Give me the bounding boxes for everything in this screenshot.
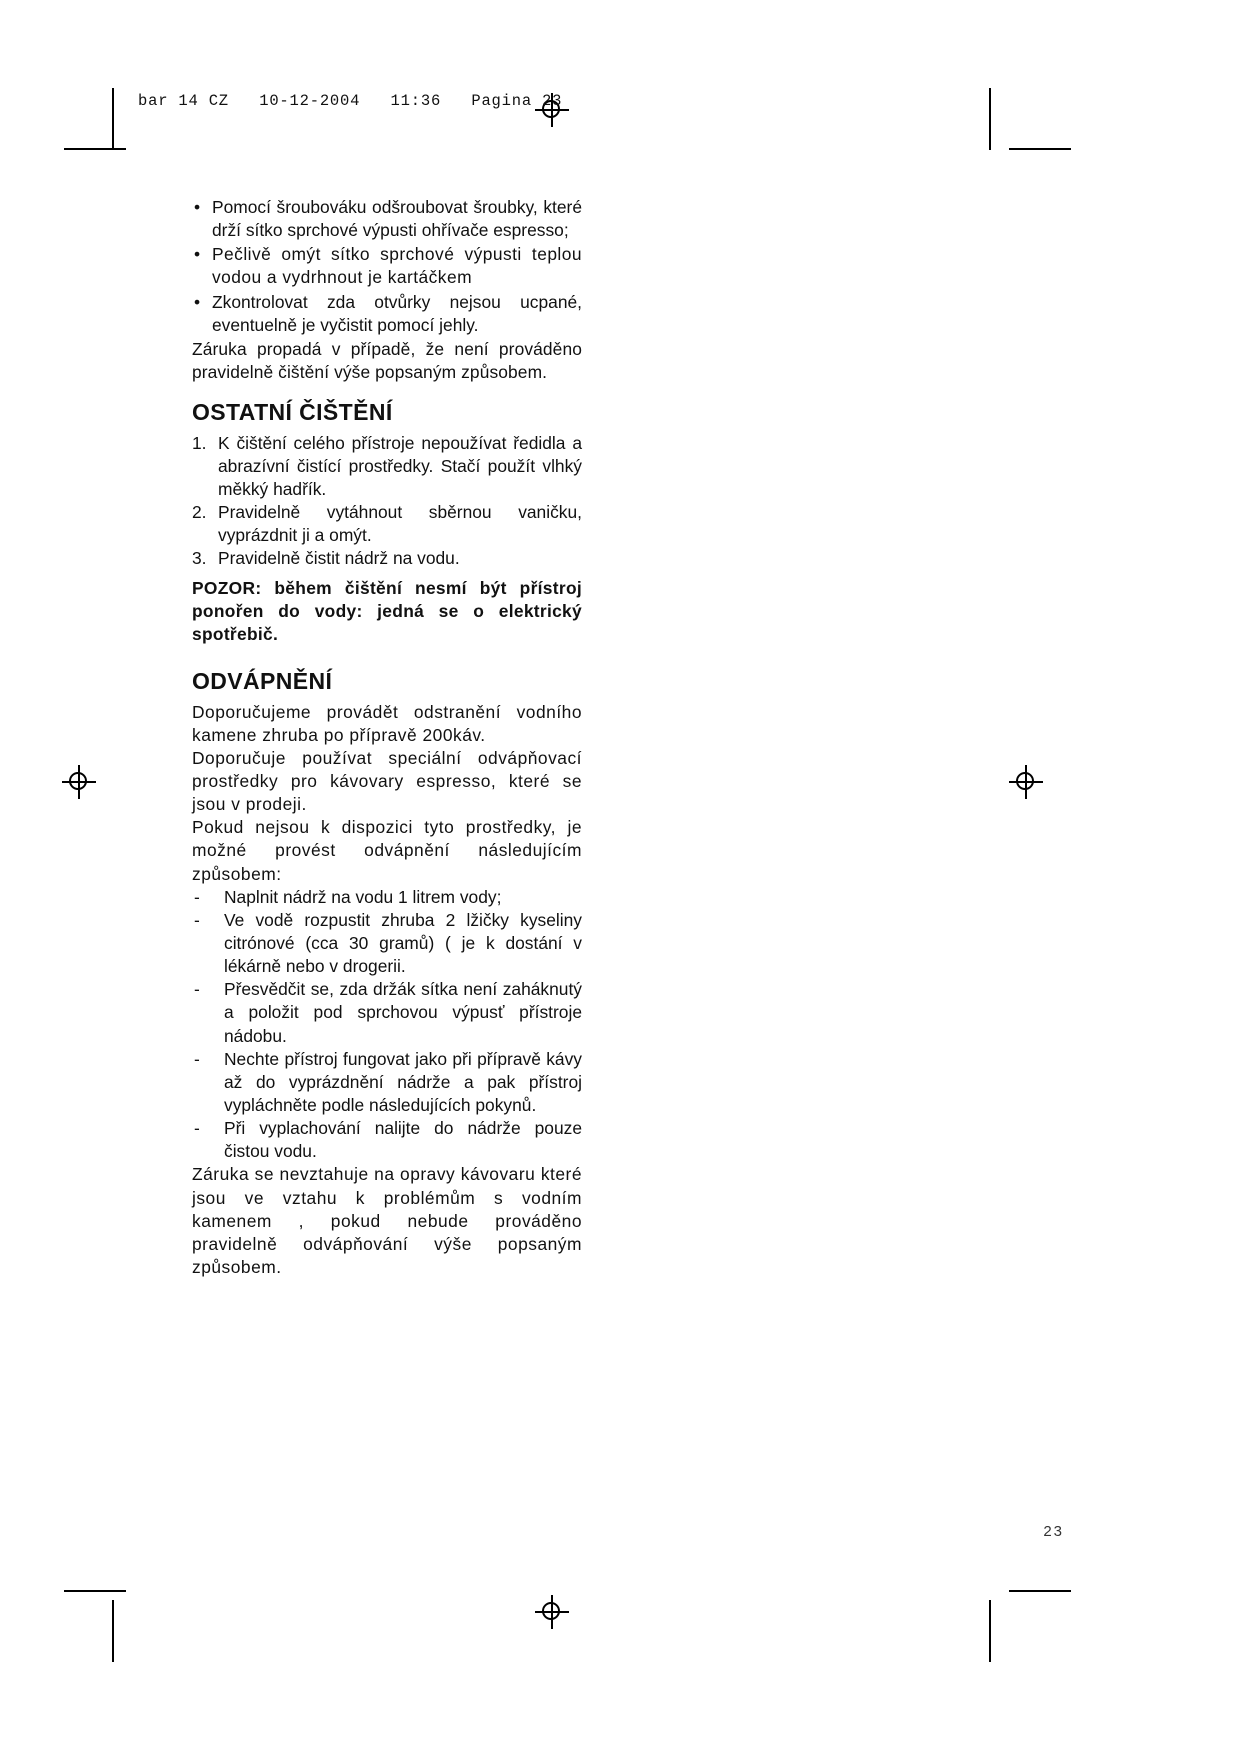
descaling-paragraph-1: Doporučujeme provádět odstranění vodního kamene zhruba po přípravě 200káv. — [192, 701, 582, 745]
crop-mark-top-left-horizontal — [64, 148, 126, 150]
list-item-text: Pravidelně vytáhnout sběrnou vaničku, vyprázdnit ji a omýt. — [218, 502, 582, 546]
list-item — [192, 909, 582, 978]
page-number: 23 — [1043, 1523, 1064, 1540]
list-item-number: 3. — [192, 548, 207, 569]
crop-mark-bottom-right-horizontal — [1009, 1590, 1071, 1592]
registration-mark-bottom — [535, 1595, 569, 1629]
section-title-other-cleaning: OSTATNÍ ČIŠTĚNÍ — [192, 399, 393, 426]
dash-bullet: - — [194, 1118, 200, 1139]
dash-bullet: - — [194, 909, 200, 930]
descaling-paragraph-2: Doporučuje používat speciální odvápňovací prostředky pro kávovary espresso, které se jsou v prodeji. — [192, 747, 582, 815]
list-item — [192, 432, 582, 501]
section-title-descaling: ODVÁPNĚNÍ — [192, 667, 333, 694]
dash-bullet: - — [194, 886, 200, 907]
crop-mark-top-right-vertical — [989, 88, 991, 150]
crop-mark-bottom-left-horizontal — [64, 1590, 126, 1592]
list-item-text: K čištění celého přístroje nepoužívat ředidla a abrazívní čistící prostředky. Stačí použít vlhký měkký hadřík. — [218, 432, 582, 499]
list-item-number: 2. — [192, 502, 207, 523]
list-item-text: Při vyplachování nalijte do nádrže pouze čistou vodu. — [224, 1118, 582, 1162]
list-item-text: Ve vodě rozpustit zhruba 2 lžičky kyseliny citrónové (cca 30 gramů) ( je k dostání v lékárně nebo v drogerii. — [224, 909, 582, 977]
descaling-paragraph-3: Pokud nejsou k dispozici tyto prostředky, je možné provést odvápnění následujícím způsobem: — [192, 817, 582, 884]
list-item — [192, 1117, 582, 1163]
crop-mark-bottom-right-vertical — [989, 1600, 991, 1662]
list-item: • Pečlivě omýt sítko sprchové výpusti teplou vodou a vydrhnout je kartáčkem — [192, 243, 582, 289]
warning-paragraph: POZOR: během čištění nesmí být přístroj ponořen do vody: jedná se o elektrický spotřebič. — [192, 577, 582, 644]
list-item — [192, 501, 582, 547]
list-item-number: 1. — [192, 432, 207, 453]
cleaning-bullet-list — [192, 196, 582, 337]
warranty-note-paragraph: Záruka propadá v případě, že není prováděno pravidelně čištění výše popsaným způsobem. — [192, 338, 582, 382]
list-item — [192, 1048, 582, 1117]
list-item — [192, 978, 582, 1047]
printer-header-line: bar 14 CZ 10-12-2004 11:36 Pagina 23 — [138, 92, 563, 110]
list-item: • Zkontrolovat zda otvůrky nejsou ucpané, eventuelně je vyčistit pomocí jehly. — [192, 291, 582, 337]
dash-bullet: - — [194, 1048, 200, 1069]
crop-mark-top-right-horizontal — [1009, 148, 1071, 150]
list-item-text: Přesvědčit se, zda držák sítka není zaháknutý a položit pod sprchovou výpusť přístroje nádobu. — [224, 979, 582, 1046]
text-column — [192, 196, 582, 1279]
list-item — [192, 547, 582, 570]
closing-warranty-paragraph: Záruka se nevztahuje na opravy kávovaru které jsou ve vztahu k problémům s vodním kamenem , pokud nebude prováděno pravidelně odvápňování výše popsaným způsobem. — [192, 1164, 582, 1277]
list-item — [192, 886, 582, 909]
list-item-text: Naplnit nádrž na vodu 1 litrem vody; — [224, 886, 502, 907]
crop-mark-bottom-left-vertical — [112, 1600, 114, 1662]
list-item-text: Pravidelně čistit nádrž na vodu. — [218, 548, 460, 569]
registration-mark-right — [1009, 765, 1043, 799]
registration-mark-left — [62, 765, 96, 799]
crop-mark-top-left-vertical — [112, 88, 114, 150]
dash-bullet: - — [194, 979, 200, 1000]
list-item-text: Nechte přístroj fungovat jako při přípravě kávy až do vyprázdnění nádrže a pak přístroj vypláchněte podle následujících pokynů. — [224, 1048, 582, 1115]
list-item: • Pomocí šroubováku odšroubovat šroubky, které drží sítko sprchové výpusti ohřívače espresso; — [192, 196, 582, 242]
other-cleaning-numbered-list — [192, 432, 582, 571]
descaling-steps-list — [192, 886, 582, 1164]
